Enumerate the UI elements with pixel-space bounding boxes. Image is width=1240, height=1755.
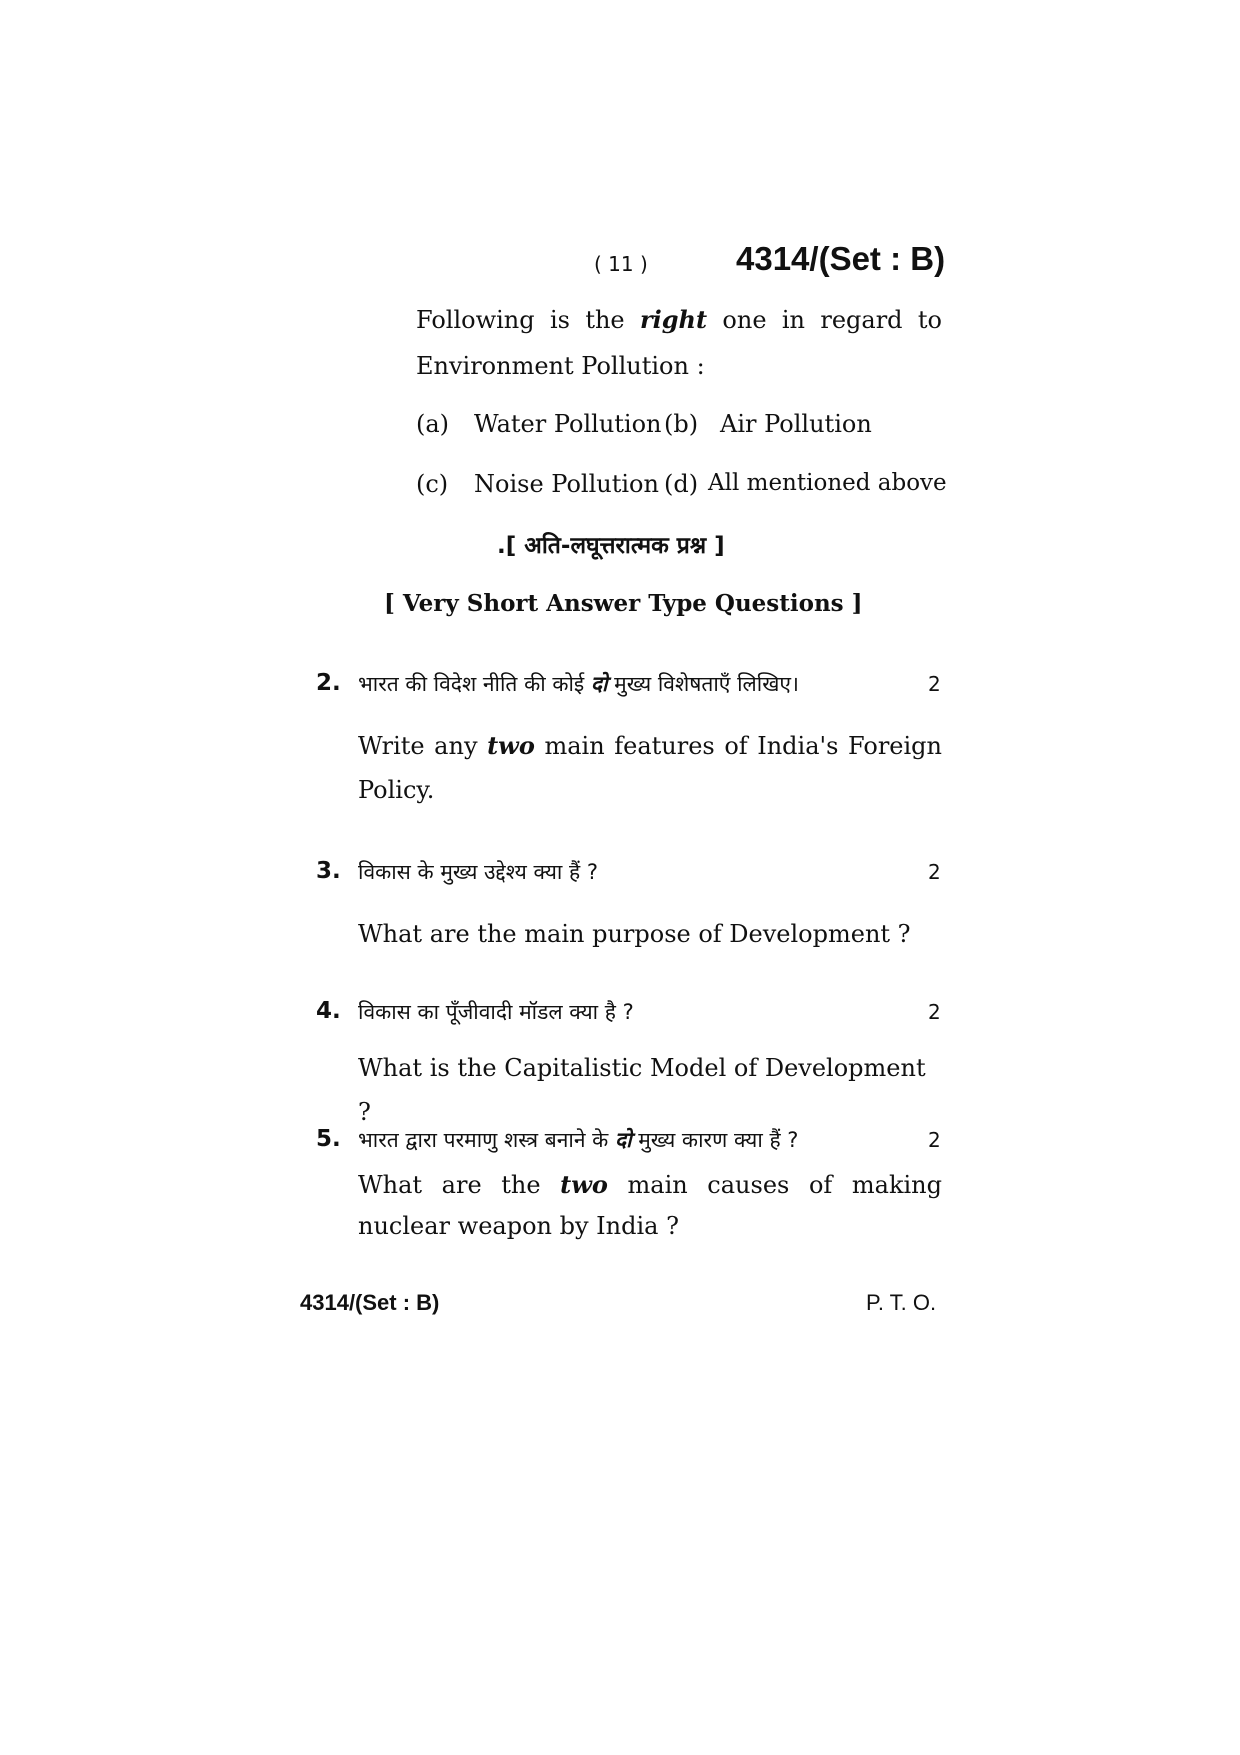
please-turn-over: P. T. O.	[866, 1290, 937, 1315]
section-heading-hindi: .[ अति-लघूत्तरात्मक प्रश्न ]	[497, 533, 725, 559]
option-d-label: (d)	[664, 470, 699, 498]
option-row-ab	[416, 410, 872, 438]
option-d-text: All mentioned above	[708, 470, 947, 496]
option-c-text: Noise Pollution	[474, 470, 659, 498]
q2-eng-emphasis: two	[487, 731, 535, 760]
question-3-hindi: विकास के मुख्य उद्देश्य क्या हैं ?	[358, 860, 599, 884]
q5-eng-end: main causes of making	[607, 1171, 942, 1199]
q2-hindi-emphasis: दो	[590, 672, 608, 696]
question-1-text	[416, 297, 942, 389]
section-heading-english: [ Very Short Answer Type Questions ]	[384, 590, 863, 617]
option-b-label: (b)	[664, 410, 699, 438]
q5-hindi-end: मुख्य कारण क्या हैं ?	[631, 1128, 799, 1152]
option-a-text: Water Pollution	[474, 410, 662, 438]
q2-hindi-start: भारत की विदेश नीति की कोई	[358, 672, 591, 696]
paper-code-header: 4314/(Set : B)	[736, 240, 946, 277]
q5-hindi-start: भारत द्वारा परमाणु शस्त्र बनाने के	[358, 1128, 615, 1152]
question-1-line-2: Environment Pollution :	[416, 352, 705, 380]
question-5-hindi	[358, 1126, 798, 1154]
q5-english-line-2: nuclear weapon by India ?	[358, 1212, 679, 1240]
q5-eng-start: What are the	[358, 1171, 561, 1199]
q5-english-line-1	[358, 1164, 942, 1206]
page-number: ( 11 )	[594, 252, 648, 276]
paper-code-footer: 4314/(Set : B)	[300, 1290, 440, 1315]
question-2-number: 2.	[316, 670, 341, 696]
question-4-number: 4.	[316, 998, 341, 1024]
question-5-number: 5.	[316, 1126, 341, 1152]
question-3-number: 3.	[316, 858, 341, 884]
q2-eng-end: main features of India's Foreign	[534, 732, 942, 760]
option-row-cd	[416, 470, 947, 498]
question-1-line-1	[416, 297, 942, 343]
q2-hindi-end: मुख्य विशेषताएँ लिखिए।	[607, 672, 799, 696]
q2-eng-start: Write any	[358, 732, 488, 760]
q1-line1-start: Following is the	[416, 306, 640, 334]
question-4-hindi: विकास का पूँजीवादी मॉडल क्या है ?	[358, 1000, 634, 1024]
q2-english-line-2: Policy.	[358, 776, 435, 804]
question-2-marks: 2	[928, 672, 941, 696]
question-3-marks: 2	[928, 860, 941, 884]
q1-line1-end: one in regard to	[707, 306, 942, 334]
question-5-english	[358, 1164, 942, 1247]
question-2-hindi	[358, 670, 799, 698]
question-2-english	[358, 724, 942, 812]
question-4-marks: 2	[928, 1000, 941, 1024]
question-4-english: What is the Capitalistic Model of Development ?	[358, 1054, 926, 1126]
question-5-marks: 2	[928, 1128, 941, 1152]
q5-eng-emphasis: two	[560, 1170, 608, 1199]
option-c-label: (c)	[416, 470, 449, 498]
option-b-text: Air Pollution	[720, 410, 872, 438]
question-3-english: What are the main purpose of Development ?	[358, 920, 911, 948]
q1-emphasis: right	[639, 305, 708, 334]
q5-hindi-emphasis: दो	[614, 1128, 632, 1152]
q2-english-line-1	[358, 724, 942, 768]
option-a-label: (a)	[416, 410, 450, 438]
